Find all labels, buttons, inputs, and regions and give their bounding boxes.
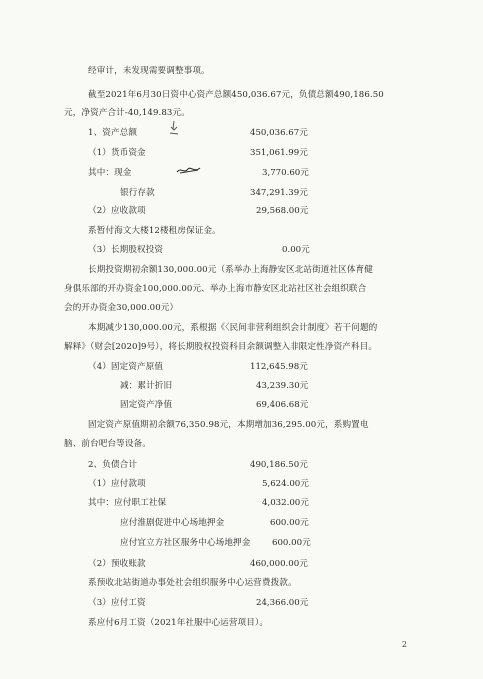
amount-receivables: 29,568.00元 — [256, 206, 309, 216]
line-wages-payable: （3）应付工资 — [88, 598, 146, 608]
line-depreciation: 减：累计折旧 — [120, 381, 173, 391]
amount-payables: 5,624.00元 — [262, 479, 309, 489]
amount-fixed-assets-net: 69,406.68元 — [256, 400, 309, 410]
line-fixed-assets-net: 固定资产净值 — [120, 400, 173, 410]
amount-cash-funds: 351,061.99元 — [250, 148, 308, 158]
line-advance-receipts: （2）预收账款 — [88, 559, 146, 569]
amount-advance-receipts: 460,000.00元 — [250, 559, 308, 569]
line-fixed-assets-original: （4）固定资产原值 — [88, 362, 164, 372]
line-deposit-huaiju: 应付淮剧促进中心场地押金 — [120, 518, 225, 528]
amount-deposit-yilifang: 600.00元 — [272, 538, 311, 548]
line-deposit-yilifang: 应付宜立方社区服务中心场地押金 — [120, 538, 251, 548]
line-receivables-note: 系暂付海文大楼12楼租房保证金。 — [88, 226, 221, 236]
amount-social-insurance: 4,032.00元 — [262, 498, 309, 508]
line-advance-note: 系预收北站街道办事处社会组织服务中心运营费拨款。 — [88, 578, 297, 588]
line-fixed-assets-note-1: 固定资产原值期初余额76,350.98元，本期增加36,295.00元，系购置电 — [88, 420, 369, 430]
line-social-insurance: 其中：应付职工社保 — [88, 498, 167, 508]
line-fixed-assets-note-2: 脑、前台吧台等设备。 — [64, 439, 151, 449]
line-investment-note-1: 长期投资期初余额130,000.00元（系举办上海静安区北站街道社区体育健 — [88, 265, 373, 275]
line-wages-note: 系应付6月工资（2021年社服中心运营项目）。 — [88, 618, 269, 628]
amount-assets-total: 450,036.67元 — [250, 128, 308, 138]
scribble-mark-icon — [176, 164, 202, 176]
amount-liabilities-total: 490,186.50元 — [250, 460, 308, 470]
line-liabilities-total: 2、负债合计 — [88, 460, 138, 470]
page-number: 2 — [401, 640, 407, 649]
line-decrease-note-2: 解释》（财会[2020]9号），将长期股权投资科目余额调整入非限定性净资产科目。 — [64, 342, 378, 352]
line-2: 截至2021年6月30日资中心资产总额450,036.67元，负债总额490,186.50 — [88, 90, 384, 100]
amount-equity-investment: 0.00元 — [282, 245, 310, 255]
line-decrease-note-1: 本期减少130,000.00元，系根据《〈民间非营利组织会计制度〉若干问题的 — [88, 323, 378, 333]
line-assets-total: 1、资产总额 — [88, 128, 138, 138]
amount-cash: 3,770.60元 — [262, 168, 309, 178]
amount-depreciation: 43,239.30元 — [256, 381, 309, 391]
line-3: 元，净资产合计-40,149.83元。 — [64, 108, 190, 118]
line-cash-funds: （1）货币资金 — [88, 148, 146, 158]
line-payables: （1）应付款项 — [88, 479, 146, 489]
line-receivables: （2）应收款项 — [88, 206, 146, 216]
line-1: 经审计，未发现需要调整事项。 — [88, 66, 210, 76]
amount-bank-deposit: 347,291.39元 — [250, 188, 308, 198]
line-cash: 其中：现金 — [88, 168, 132, 178]
line-investment-note-2: 身俱乐部的开办资金100,000.00元、举办上海市静安区北站社区社会组织联合 — [64, 284, 367, 294]
line-investment-note-3: 会的开办资金30,000.00元） — [64, 303, 179, 313]
amount-fixed-assets-original: 112,645.98元 — [250, 362, 308, 372]
amount-wages-payable: 24,366.00元 — [256, 598, 309, 608]
line-equity-investment: （3）长期股权投资 — [88, 245, 164, 255]
pen-mark-icon — [168, 120, 180, 136]
amount-deposit-huaiju: 600.00元 — [270, 518, 309, 528]
line-bank-deposit: 银行存款 — [120, 188, 155, 198]
